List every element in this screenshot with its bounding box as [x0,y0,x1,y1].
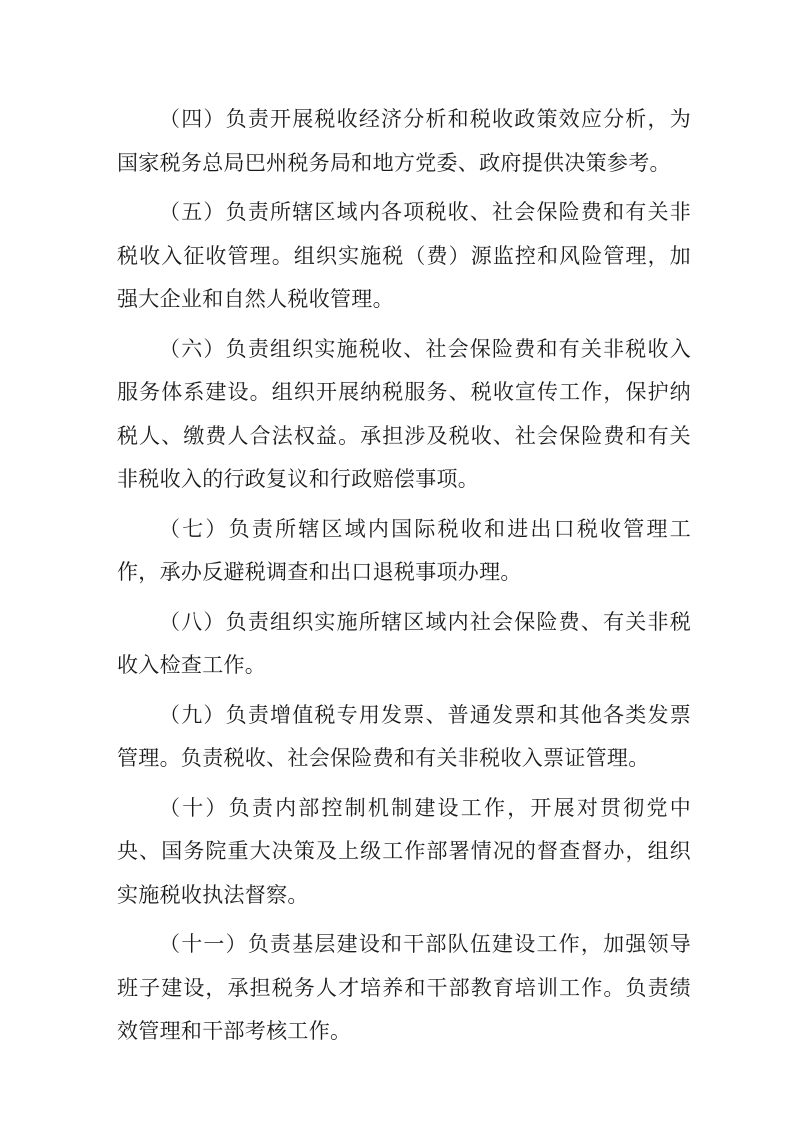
paragraph-9: （九）负责增值税专用发票、普通发票和其他各类发票管理。负责税收、社会保险费和有关非税收入票证管理。 [117,702,691,770]
document-body [117,98,691,1060]
paragraph-4: （四）负责开展税收经济分析和税收政策效应分析，为国家税务总局巴州税务局和地方党委、政府提供决策参考。 [117,107,691,175]
paragraph-7: （七）负责所辖区域内国际税收和进出口税收管理工作，承办反避税调查和出口退税事项办理。 [117,516,691,584]
paragraph-10: （十）负责内部控制机制建设工作，开展对贯彻党中央、国务院重大决策及上级工作部署情况的督查督办，组织实施税收执法督察。 [117,795,691,907]
paragraph-6: （六）负责组织实施税收、社会保险费和有关非税收入服务体系建设。组织开展纳税服务、税收宣传工作，保护纳税人、缴费人合法权益。承担涉及税收、社会保险费和有关非税收入的行政复议和行政赔偿事项。 [117,336,691,491]
paragraph-11: （十一）负责基层建设和干部队伍建设工作，加强领导班子建设，承担税务人才培养和干部教育培训工作。负责绩效管理和干部考核工作。 [117,932,691,1043]
paragraph-8: （八）负责组织实施所辖区域内社会保险费、有关非税收入检查工作。 [117,609,691,677]
paragraph-5: （五）负责所辖区域内各项税收、社会保险费和有关非税收入征收管理。组织实施税（费）源监控和风险管理，加强大企业和自然人税收管理。 [117,200,691,311]
